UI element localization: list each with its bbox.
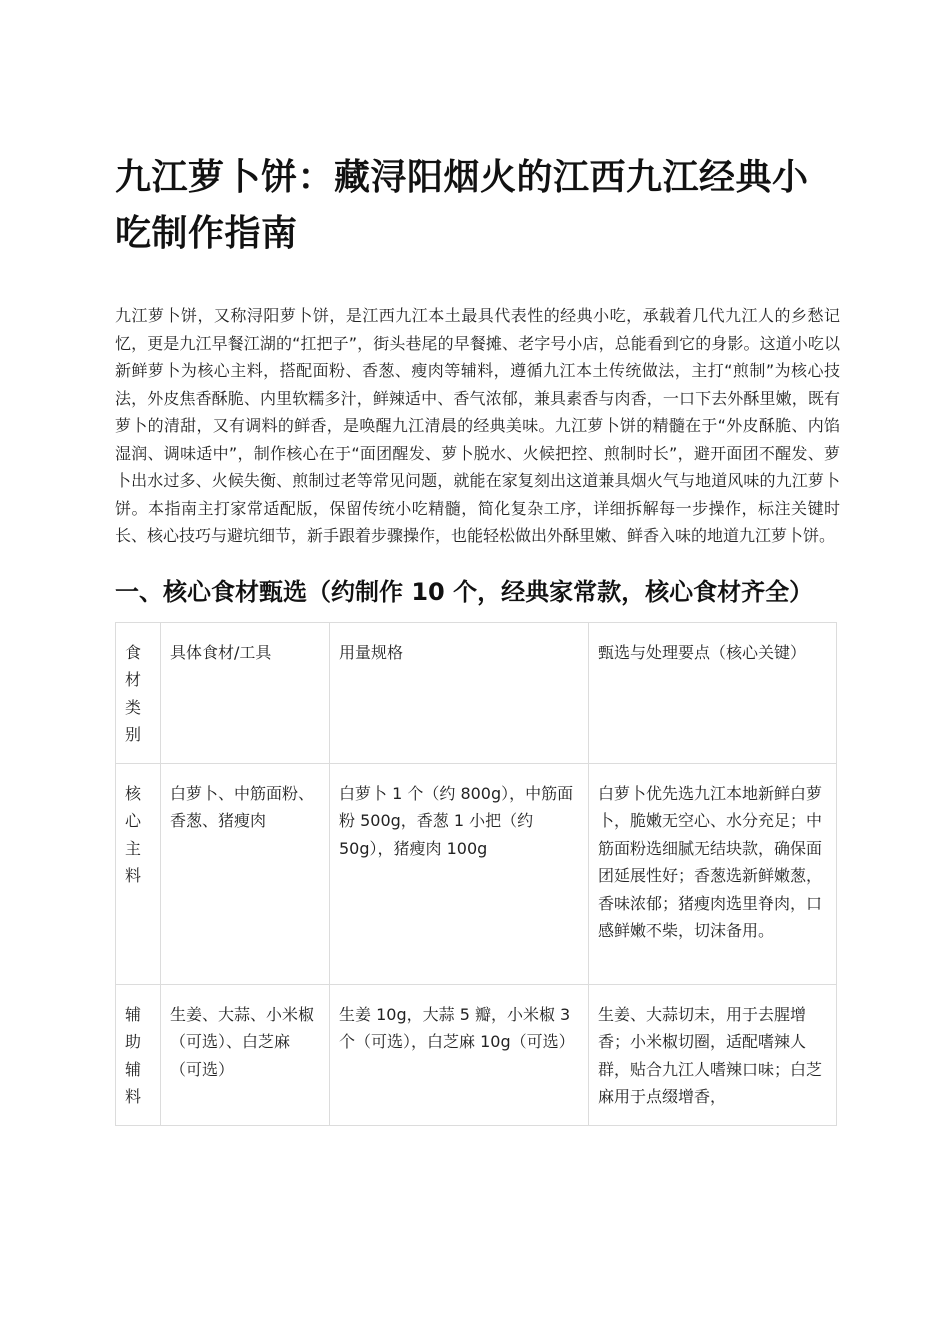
cell-items: 生姜、大蒜、小米椒（可选）、白芝麻（可选） xyxy=(161,984,330,1125)
cell-amount: 白萝卜 1 个（约 800g），中筋面粉 500g，香葱 1 小把（约 50g），猪瘦肉 100g xyxy=(330,763,589,984)
intro-paragraph: 九江萝卜饼，又称浔阳萝卜饼，是江西九江本土最具代表性的经典小吃，承载着几代九江人的乡愁记忆，更是九江早餐江湖的“扛把子”，街头巷尾的早餐摊、老字号小店，总能看到它的身影。这道小吃以新鲜萝卜为核心主料，搭配面粉、香葱、瘦肉等辅料，遵循九江本土传统做法，主打“煎制”为核心技法，外皮焦香酥脆、内里软糯多汁，鲜辣适中、香气浓郁，兼具素香与肉香，一口下去外酥里嫩，既有萝卜的清甜，又有调料的鲜香，是唤醒九江清晨的经典美味。九江萝卜饼的精髓在于“外皮酥脆、内馅湿润、调味适中”，制作核心在于“面团醒发、萝卜脱水、火候把控、煎制时长”，避开面团不醒发、萝卜出水过多、火候失衡、煎制过老等常见问题，就能在家复刻出这道兼具烟火气与地道风味的九江萝卜饼。本指南主打家常适配版，保留传统小吃精髓，简化复杂工序，详细拆解每一步操作，标注关键时长、核心技巧与避坑细节，新手跟着步骤操作，也能轻松做出外酥里嫩、鲜香入味的地道九江萝卜饼。 xyxy=(115,306,840,545)
section-title-ingredients: 一、核心食材甄选（约制作 10 个，经典家常款，核心食材齐全） xyxy=(115,577,814,606)
cell-category: 核心主料 xyxy=(116,763,161,984)
cell-notes: 白萝卜优先选九江本地新鲜白萝卜，脆嫩无空心、水分充足；中筋面粉选细腻无结块款，确保面团延展性好；香葱选新鲜嫩葱，香味浓郁；猪瘦肉选里脊肉，口感鲜嫩不柴，切沫备用。 xyxy=(589,763,837,984)
table-row xyxy=(116,763,837,984)
table-row xyxy=(116,984,837,1125)
header-cell-category: 食材类别 xyxy=(116,622,161,763)
cell-notes: 生姜、大蒜切末，用于去腥增香；小米椒切圈，适配嗜辣人群，贴合九江人嗜辣口味；白芝麻用于点缀增香， xyxy=(589,984,837,1125)
document-title: 九江萝卜饼：藏浔阳烟火的江西九江经典小吃制作指南 xyxy=(115,157,809,254)
header-cell-items: 具体食材/工具 xyxy=(161,622,330,763)
cell-amount: 生姜 10g，大蒜 5 瓣，小米椒 3 个（可选），白芝麻 10g（可选） xyxy=(330,984,589,1125)
table-header-row xyxy=(116,622,837,763)
ingredients-table xyxy=(115,622,837,1126)
cell-items: 白萝卜、中筋面粉、香葱、猪瘦肉 xyxy=(161,763,330,984)
cell-category: 辅助辅料 xyxy=(116,984,161,1125)
header-cell-notes: 甄选与处理要点（核心关键） xyxy=(589,622,837,763)
header-cell-amount: 用量规格 xyxy=(330,622,589,763)
document-page xyxy=(115,150,840,1126)
